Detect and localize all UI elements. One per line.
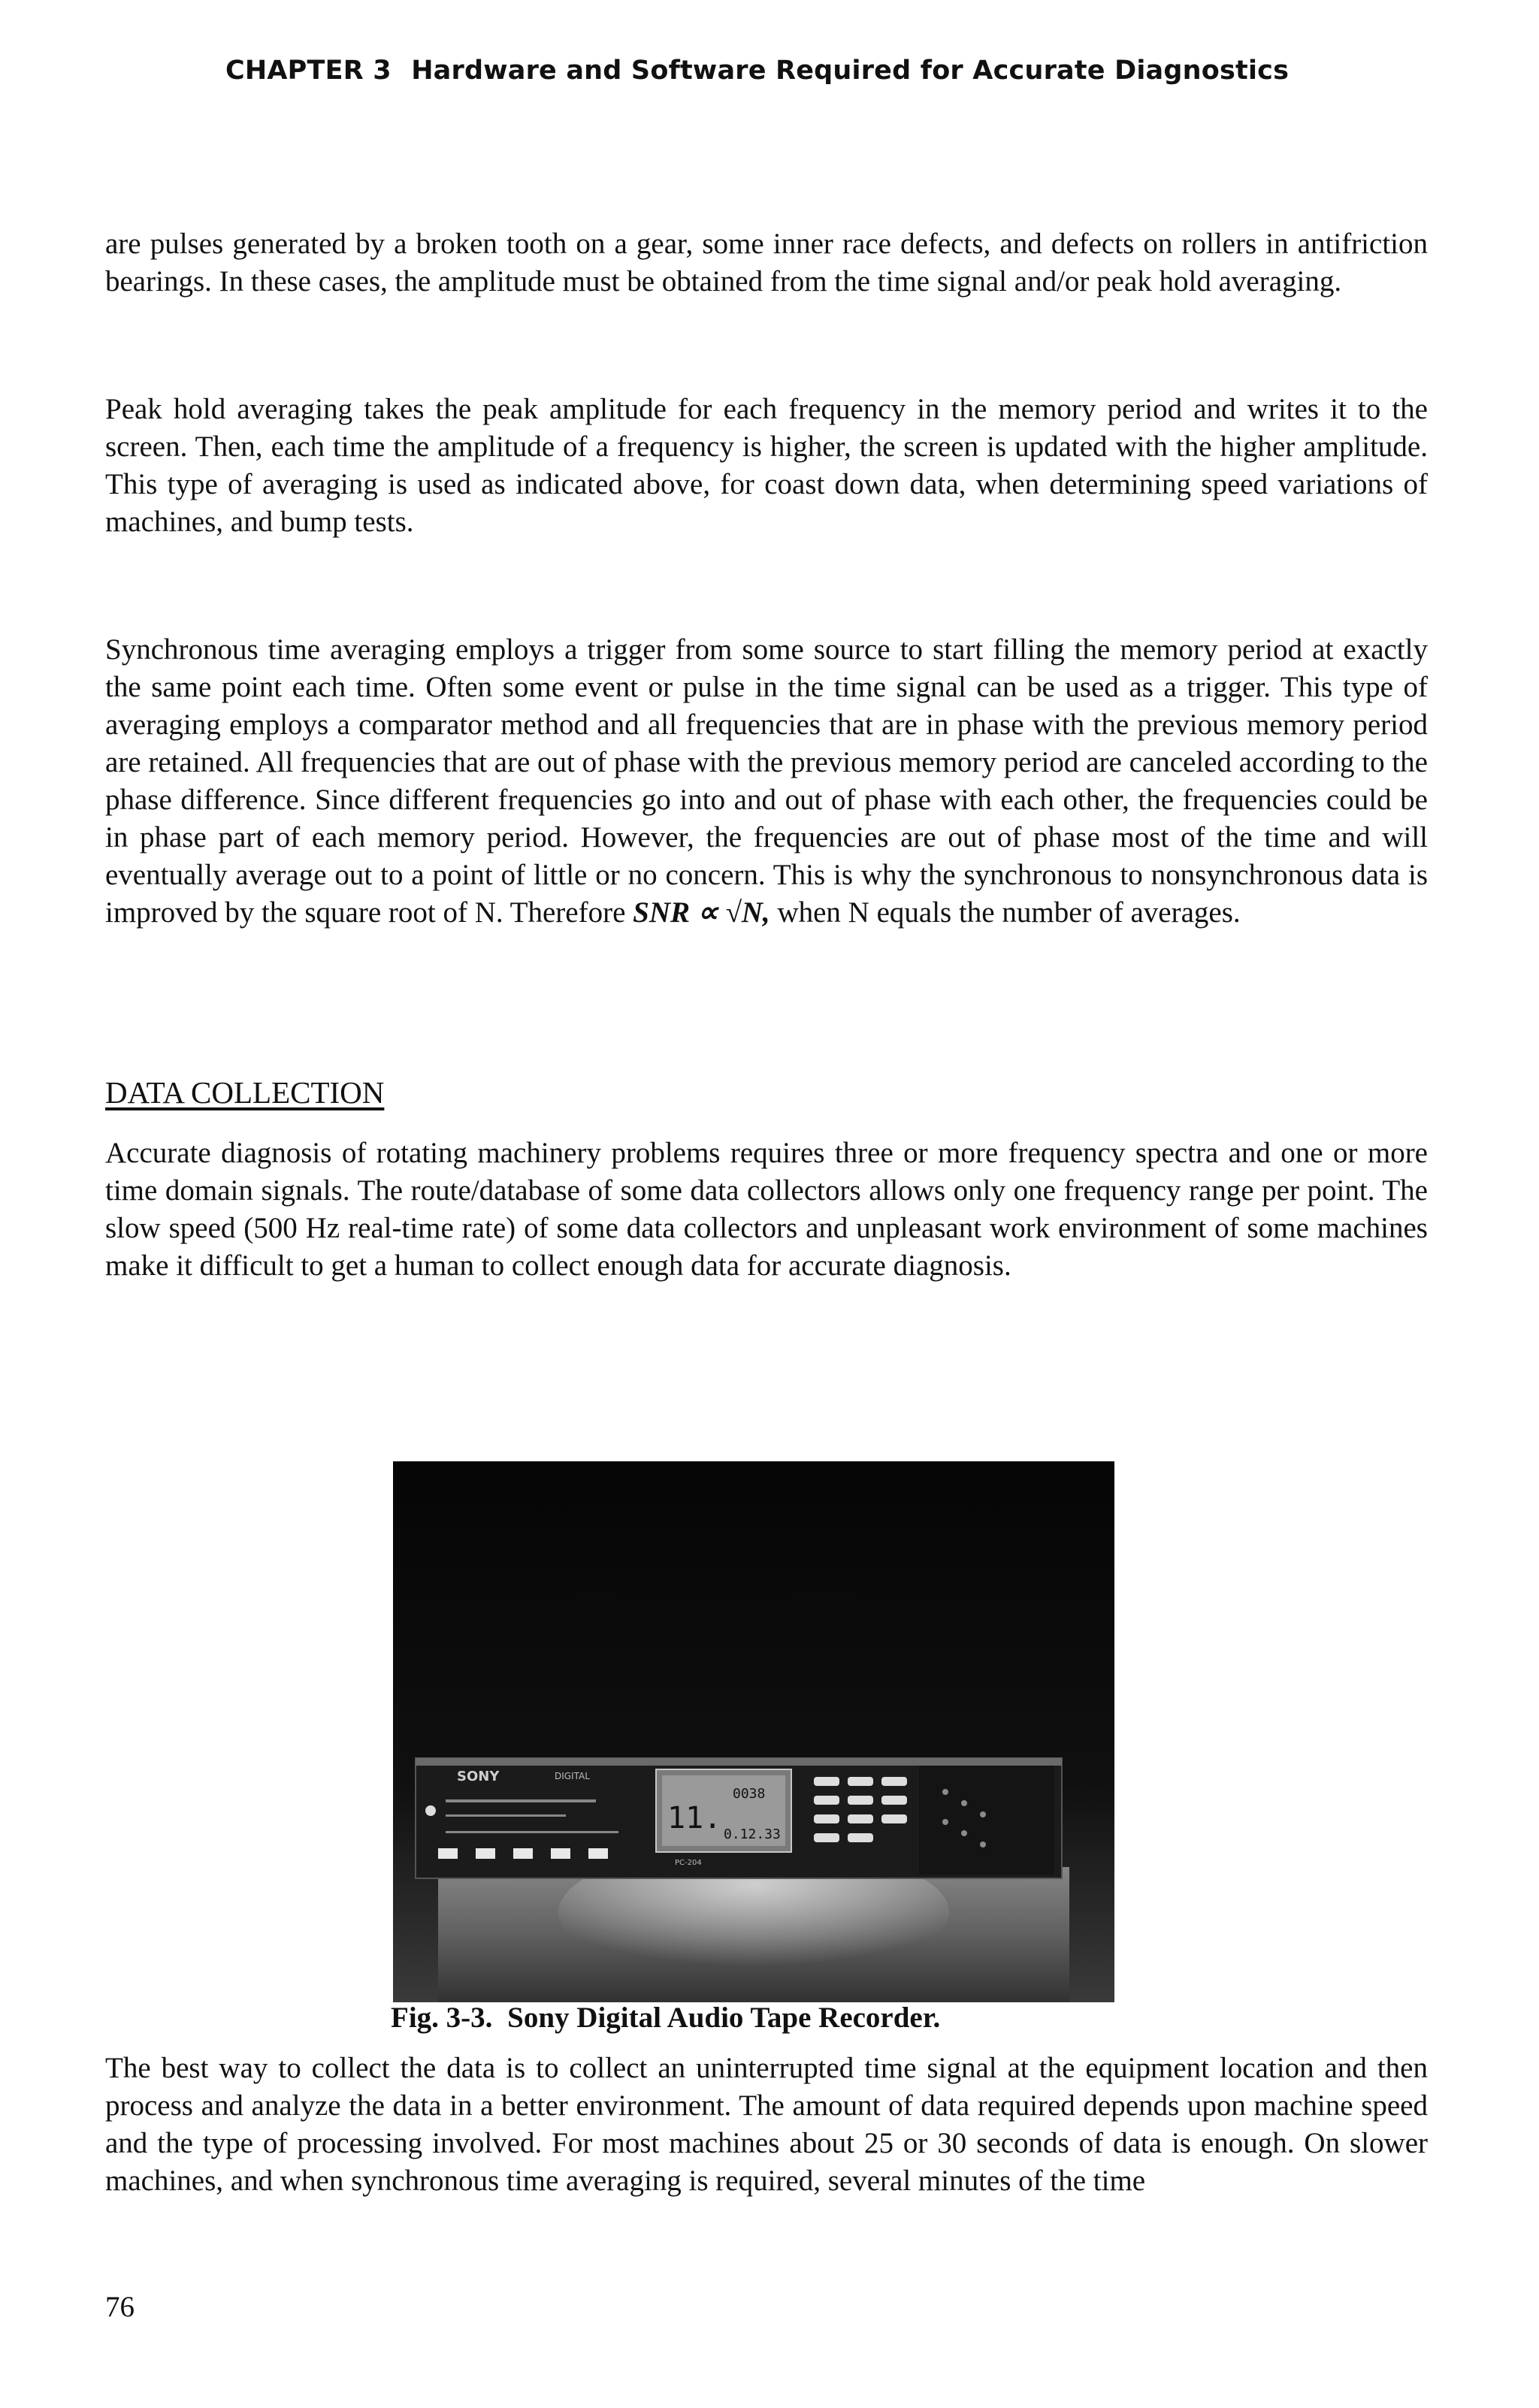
display-counter: 0038 xyxy=(733,1786,766,1802)
snr-formula: SNR ∝ √N, xyxy=(633,896,770,929)
tape-recorder-photo xyxy=(393,1461,1114,2002)
device-label: DIGITAL xyxy=(555,1771,590,1781)
paragraph-3 xyxy=(105,631,1428,932)
chapter-title: Hardware and Software Required for Accurate Diagnostics xyxy=(411,56,1290,86)
running-header xyxy=(225,56,1353,86)
figure-photo xyxy=(393,1461,1114,2002)
paragraph-1: are pulses generated by a broken tooth on a gear, some inner race defects, and defects on rollers in antifriction bearings. In these cases, the amplitude must be obtained from the time signal and/or peak hold averaging. xyxy=(105,228,1428,298)
figure-caption xyxy=(391,2001,1217,2035)
paragraph-2: Peak hold averaging takes the peak amplitude for each frequency in the memory period and writes it to the screen. Then, each time the amplitude of a frequency is higher, the screen is updated with the higher amplitude. This type of averaging is used as indicated above, for coast down data, when determining speed variations of machines, and bump tests. xyxy=(105,393,1428,538)
figure-caption-text: Sony Digital Audio Tape Recorder. xyxy=(507,2002,941,2034)
device-model: PC-204 xyxy=(675,1859,702,1867)
paragraph-4: Accurate diagnosis of rotating machinery problems requires three or more frequency spectra and one or more time domain signals. The route/database of some data collectors allows only one frequency range per point. The slow speed (500 Hz real-time rate) of some data collectors and unpleasant work environment of some machines make it difficult to get a human to collect enough data for accurate diagnosis. xyxy=(105,1137,1428,1282)
chapter-label: CHAPTER 3 xyxy=(225,56,392,86)
paragraph-3-text: Synchronous time averaging employs a trigger from some source to start filling the memory period at exactly the same point each time. Often some event or pulse in the time signal can be used as a trigger. This type of averaging employs a comparator method and all frequencies that are in phase with the previous memory period are retained. All frequencies that are out of phase with the previous memory period are canceled according to the phase difference. Since different frequencies go into and out of phase with each other, the frequencies could be in phase part of each memory period. However, the frequencies are out of phase most of the time and will eventually average out to a point of little or no concern. This is why the synchronous to nonsynchronous data is improved by the square root of N. Therefore xyxy=(105,633,1428,929)
display-track: 11. xyxy=(667,1801,722,1835)
paragraph-3-tail: when N equals the number of averages. xyxy=(777,896,1241,929)
paragraph-5: The best way to collect the data is to collect an uninterrupted time signal at the equipment location and then process and analyze the data in a better environment. The amount of data required depends upon machine speed and the type of processing involved. For most machines about 25 or 30 seconds of data is enough. On slower machines, and when synchronous time averaging is required, several minutes of the time xyxy=(105,2052,1428,2197)
section-heading: DATA COLLECTION xyxy=(105,1075,385,1110)
display-time: 0.12.33 xyxy=(724,1826,781,1842)
page-number: 76 xyxy=(105,2291,135,2323)
figure-number: Fig. 3-3. xyxy=(391,2002,493,2034)
device-brand: SONY xyxy=(457,1769,500,1784)
